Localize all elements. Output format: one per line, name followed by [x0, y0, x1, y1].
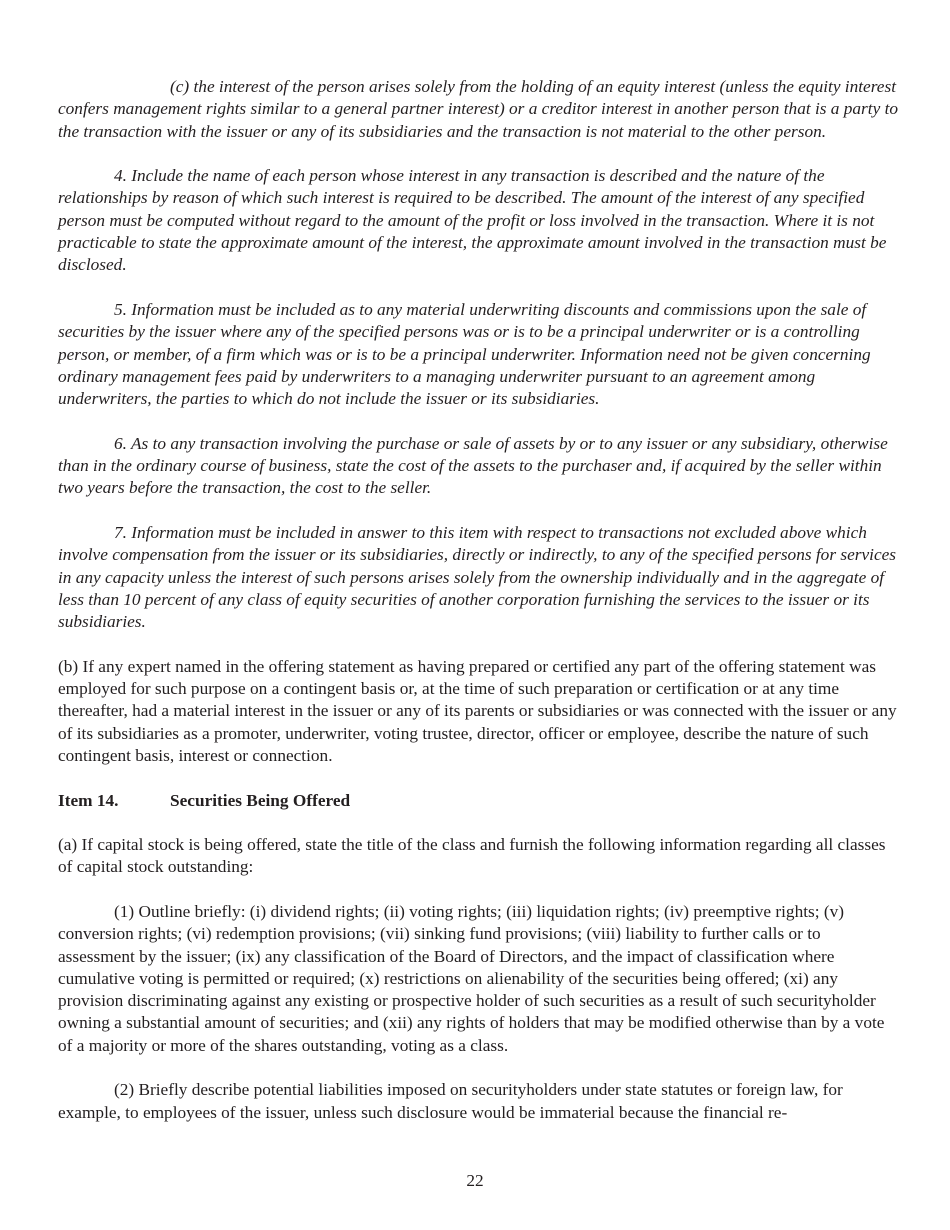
page-number: 22: [466, 1171, 484, 1190]
item-14-paragraph-1: (1) Outline briefly: (i) dividend rights; (ii) voting rights; (iii) liquidation rights; (iv) preemptive rights; (v) conversion rights; (vi) redemption provisions; (vii) sinking fund provisions; (viii) liability to further calls or to assessment by the issuer; (ix) any classification of the Board of Directors, and the impact of classification where cumulative voting is permitted or required; (x) restrictions on alienability of the securities being offered; (xi) any provision discriminating against any existing or prospective holder of such securities as a result of such securityholder owning a substantial amount of securities; and (xii) any rights of holders that may be modified otherwise than by a vote of a majority or more of the shares outstanding, voting as a class.: [58, 901, 885, 1055]
paragraph-c: (c) the interest of the person arises solely from the holding of an equity interest (unless the equity interest confers management rights similar to a general partner interest) or a creditor interest in another person that is a party to the transaction with the issuer or any of its subsidiaries and the transaction is not material to the other person.: [58, 77, 899, 141]
paragraph-7: 7. Information must be included in answer to this item with respect to transactions not excluded above which involve compensation from the issuer or its subsidiaries, directly or indirectly, to any of the specified persons for services in any capacity unless the interest of such persons arises solely from the ownership individually and in the aggregate of less than 10 percent of any class of equity securities of another corporation furnishing the services to the issuer or its subsidiaries.: [58, 522, 897, 632]
paragraph-4: 4. Include the name of each person whose interest in any transaction is described and the nature of the relationships by reason of which such interest is required to be described. The amount of the interest of any specified person must be computed without regard to the amount of the profit or loss involved in the transaction. Where it is not practicable to state the approximate amount of the interest, the approximate amount involved in the transaction must be disclosed.: [58, 166, 887, 275]
item-14-heading: [58, 790, 898, 812]
item-14-title: Securities Being Offered: [170, 790, 351, 810]
item-14-number: Item 14.: [58, 790, 119, 810]
paragraph-6: 6. As to any transaction involving the purchase or sale of assets by or to any issuer or any subsidiary, otherwise than in the ordinary course of business, state the cost of the assets to the purchaser and, if acquired by the seller within two years before the transaction, the cost to the seller.: [58, 433, 888, 498]
item-14-paragraph-a: (a) If capital stock is being offered, state the title of the class and furnish the following information regarding all classes of capital stock outstanding:: [58, 835, 886, 877]
document-page: [58, 76, 898, 1124]
paragraph-5: 5. Information must be included as to any material underwriting discounts and commissions upon the sale of securities by the issuer where any of the specified persons was or is to be a principal underwriter or is a controlling person, or member, of a firm which was or is to be a principal underwriter. Information need not be given concerning ordinary management fees paid by underwriters to a managing underwriter pursuant to an agreement among underwriters, the parties to which do not include the issuer or its subsidiaries.: [58, 299, 871, 409]
paragraph-b: (b) If any expert named in the offering statement as having prepared or certified any part of the offering statement was employed for such purpose on a contingent basis or, at the time of such preparation or certification or at any time thereafter, had a material interest in the issuer or any of its parents or subsidiaries or was connected with the issuer or any of its subsidiaries as a promoter, underwriter, voting trustee, director, officer or employee, describe the nature of such contingent basis, interest or connection.: [58, 656, 897, 765]
item-14-paragraph-2: (2) Briefly describe potential liabilities imposed on securityholders under state statutes or foreign law, for example, to employees of the issuer, unless such disclosure would be immaterial because the financial re-: [58, 1080, 843, 1122]
